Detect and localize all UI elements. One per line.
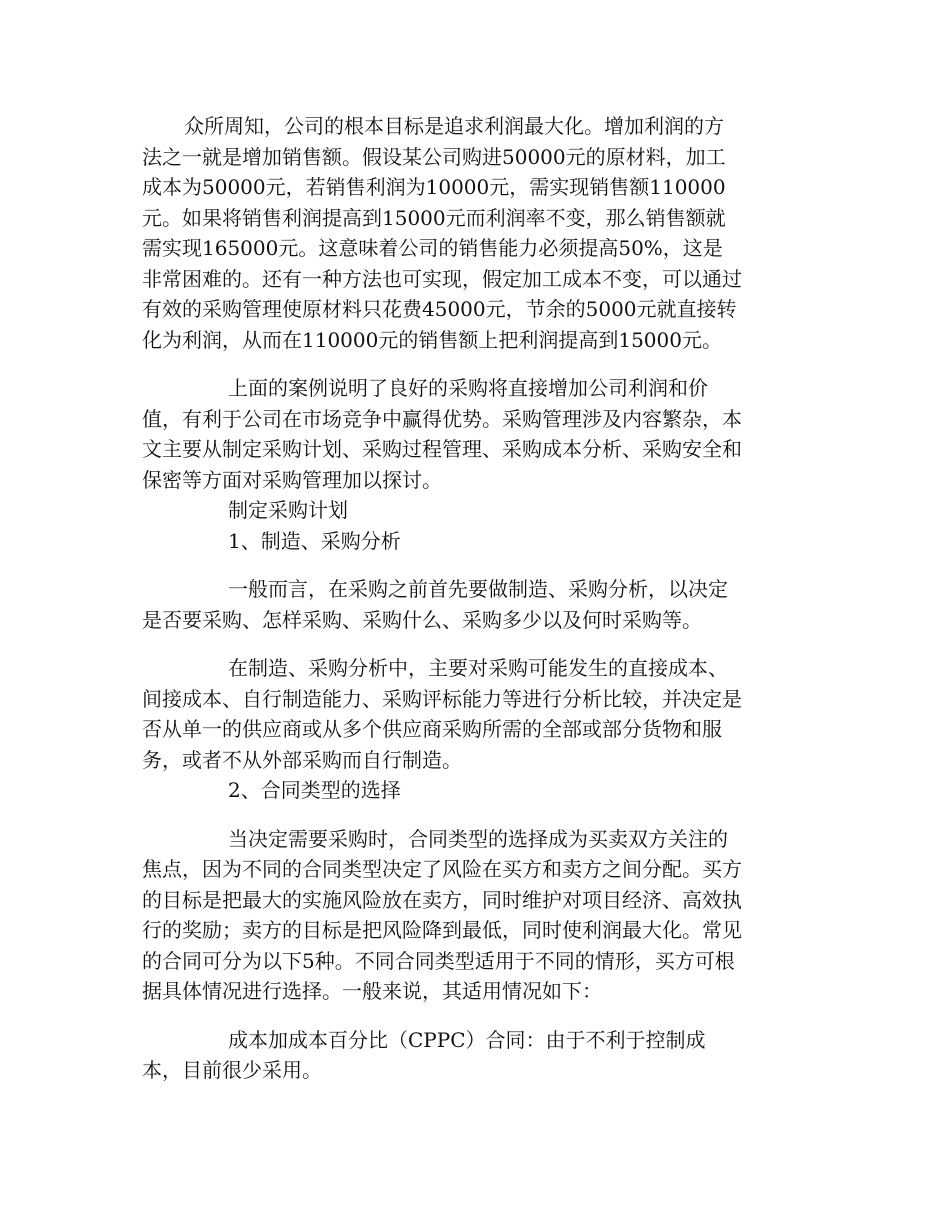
subheading-make-or-buy: 1、制造、采购分析 bbox=[228, 528, 401, 553]
paragraph-profit-example: 众所周知，公司的根本目标是追求利润最大化。增加利润的方法之一就是增加销售额。假设某公司购进50000元的原材料，加工成本为50000元，若销售利润为10000元，需实现销售额110000元。如果将销售利润提高到15000元而利润率不变，那么销售额就需实现165000元。这意味着公司的销售能力必须提高50%，这是非常困难的。还有一种方法也可实现，假定加工成本不变，可以通过有效的采购管理使原材料只花费45000元，节余的5000元就直接转化为利润，从而在110000元的销售额上把利润提高到15000元。 bbox=[142, 114, 742, 352]
paragraph-contract-type: 当决定需要采购时，合同类型的选择成为买卖双方关注的焦点，因为不同的合同类型决定了风险在买方和卖方之间分配。买方的目标是把最大的实施风险放在卖方，同时维护对项目经济、高效执行的奖励；卖方的目标是把风险降到最低，同时使利润最大化。常见的合同可分为以下5种。不同合同类型适用于不同的情形，买方可根据具体情况进行选择。一般来说，其适用情况如下： bbox=[142, 826, 742, 1003]
paragraph-case-summary: 上面的案例说明了良好的采购将直接增加公司利润和价值，有利于公司在市场竞争中赢得优势。采购管理涉及内容繁杂，本文主要从制定采购计划、采购过程管理、采购成本分析、采购安全和保密等方面对采购管理加以探讨。 bbox=[142, 376, 742, 492]
paragraph-make-or-buy-intro: 一般而言，在采购之前首先要做制造、采购分析，以决定是否要采购、怎样采购、采购什么、采购多少以及何时采购等。 bbox=[142, 577, 728, 632]
paragraph-cppc-contract: 成本加成本百分比（CPPC）合同：由于不利于控制成本，目前很少采用。 bbox=[142, 1027, 706, 1082]
document-body bbox=[142, 111, 742, 1086]
section-heading-procurement-plan: 制定采购计划 bbox=[228, 498, 348, 522]
subheading-contract-type: 2、合同类型的选择 bbox=[228, 778, 401, 802]
paragraph-make-or-buy-detail: 在制造、采购分析中，主要对采购可能发生的直接成本、间接成本、自行制造能力、采购评标能力等进行分析比较，并决定是否从单一的供应商或从多个供应商采购所需的全部或部分货物和服务，或者不从外部采购而自行制造。 bbox=[142, 656, 742, 772]
